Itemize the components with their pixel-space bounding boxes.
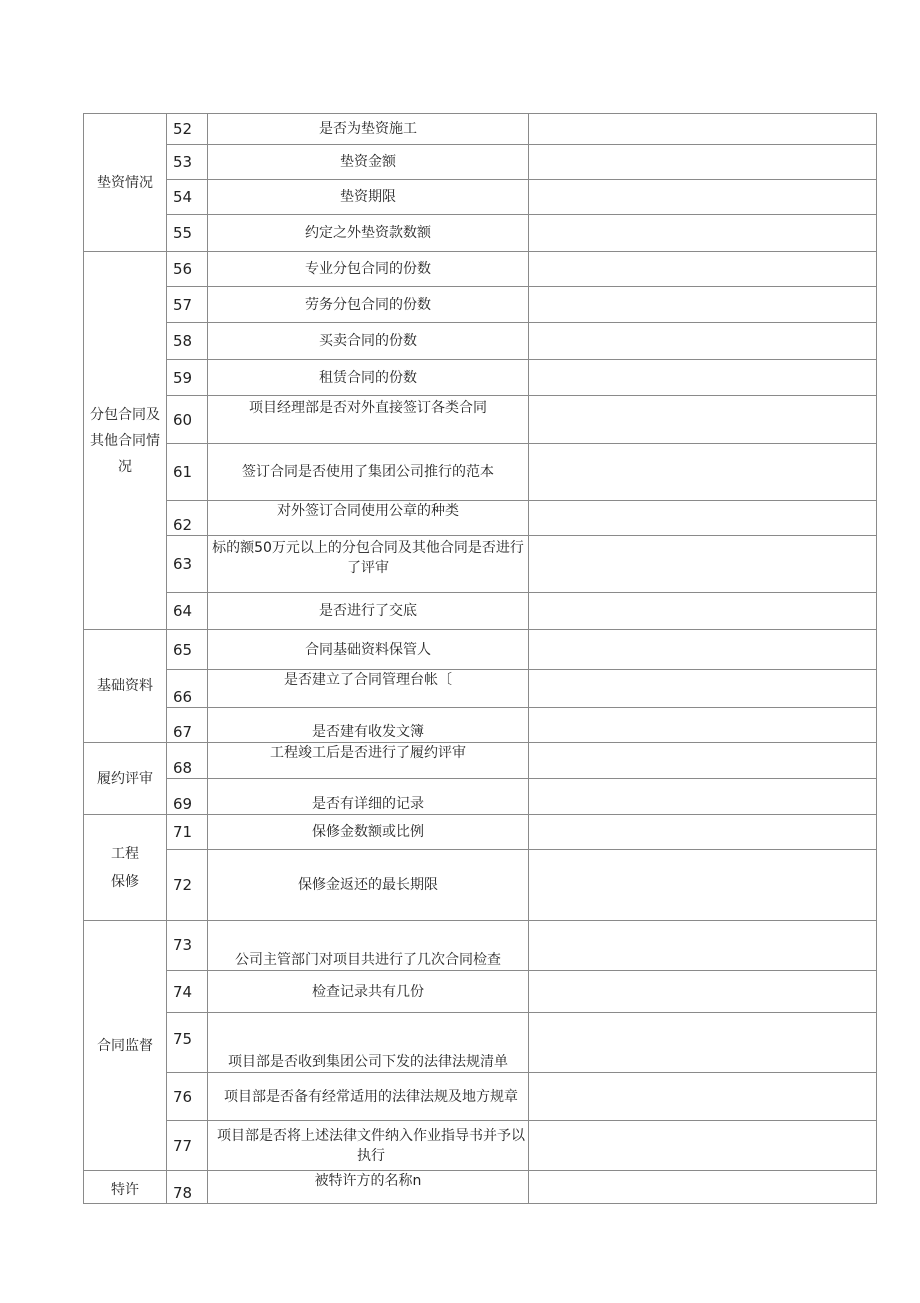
question-cell: 标的额50万元以上的分包合同及其他合同是否进行了评审 [208,536,529,593]
table-row [84,593,877,630]
table-row [84,1013,877,1073]
table-row [84,396,877,444]
category-cell: 分包合同及其他合同情况 [84,252,167,630]
question-cell: 买卖合同的份数 [208,323,529,360]
row-number: 72 [167,850,208,921]
table-row [84,536,877,593]
row-number: 66 [167,670,208,708]
table-row [84,921,877,971]
answer-cell[interactable] [529,779,877,815]
row-number: 68 [167,743,208,779]
row-number: 59 [167,360,208,396]
answer-cell[interactable] [529,971,877,1013]
question-cell: 合同基础资料保管人 [208,630,529,670]
row-number: 62 [167,501,208,536]
row-number: 67 [167,708,208,743]
table-row [84,1121,877,1171]
table-row [84,708,877,743]
table-row [84,180,877,215]
question-cell: 约定之外垫资款数额 [208,215,529,252]
row-number: 58 [167,323,208,360]
table-row [84,971,877,1013]
answer-cell[interactable] [529,1073,877,1121]
question-cell: 租赁合同的份数 [208,360,529,396]
row-number: 73 [167,921,208,971]
row-number: 52 [167,114,208,145]
table-row [84,215,877,252]
question-cell: 公司主管部门对项目共进行了几次合同检查 [208,921,529,971]
answer-cell[interactable] [529,360,877,396]
row-number: 63 [167,536,208,593]
table-row [84,444,877,501]
question-cell: 工程竣工后是否进行了履约评审 [208,743,529,779]
category-cell: 履约评审 [84,743,167,815]
category-cell [84,815,167,921]
answer-cell[interactable] [529,287,877,323]
row-number: 71 [167,815,208,850]
table-row [84,779,877,815]
row-number: 54 [167,180,208,215]
question-cell: 垫资期限 [208,180,529,215]
answer-cell[interactable] [529,444,877,501]
answer-cell[interactable] [529,743,877,779]
question-cell: 是否进行了交底 [208,593,529,630]
question-cell: 保修金数额或比例 [208,815,529,850]
answer-cell[interactable] [529,850,877,921]
question-cell: 对外签订合同使用公章的种类 [208,501,529,536]
answer-cell[interactable] [529,396,877,444]
table-row [84,501,877,536]
category-cell: 垫资情况 [84,114,167,252]
answer-cell[interactable] [529,215,877,252]
row-number: 76 [167,1073,208,1121]
question-cell: 专业分包合同的份数 [208,252,529,287]
row-number: 53 [167,145,208,180]
answer-cell[interactable] [529,114,877,145]
table-row [84,114,877,145]
question-cell: 劳务分包合同的份数 [208,287,529,323]
row-number: 78 [167,1171,208,1204]
row-number: 69 [167,779,208,815]
answer-cell[interactable] [529,1013,877,1073]
table-row [84,630,877,670]
question-cell: 检查记录共有几份 [208,971,529,1013]
answer-cell[interactable] [529,145,877,180]
row-number: 64 [167,593,208,630]
row-number: 77 [167,1121,208,1171]
table-row [84,743,877,779]
row-number: 55 [167,215,208,252]
category-cell: 合同监督 [84,921,167,1171]
answer-cell[interactable] [529,708,877,743]
table-row [84,670,877,708]
table-row [84,252,877,287]
answer-cell[interactable] [529,1171,877,1204]
answer-cell[interactable] [529,323,877,360]
category-label: 工程保修 [111,845,139,890]
contract-checklist-table [83,113,877,1204]
answer-cell[interactable] [529,921,877,971]
question-cell: 被特许方的名称n [208,1171,529,1204]
answer-cell[interactable] [529,630,877,670]
question-cell: 是否建有收发文簿 [208,708,529,743]
answer-cell[interactable] [529,252,877,287]
row-number: 65 [167,630,208,670]
table-row [84,1171,877,1204]
row-number: 60 [167,396,208,444]
table-row [84,145,877,180]
question-cell: 是否有详细的记录 [208,779,529,815]
category-cell: 基础资料 [84,630,167,743]
row-number: 57 [167,287,208,323]
table-row [84,1073,877,1121]
row-number: 75 [167,1013,208,1073]
row-number: 56 [167,252,208,287]
row-number: 74 [167,971,208,1013]
question-cell: 项目部是否备有经常适用的法律法规及地方规章 [208,1073,529,1121]
table-row [84,815,877,850]
question-cell: 是否建立了合同管理台帐〔 [208,670,529,708]
question-cell: 垫资金额 [208,145,529,180]
answer-cell[interactable] [529,670,877,708]
table-row [84,287,877,323]
answer-cell[interactable] [529,180,877,215]
table-row [84,360,877,396]
answer-cell[interactable] [529,536,877,593]
answer-cell[interactable] [529,815,877,850]
question-cell: 项目经理部是否对外直接签订各类合同 [208,396,529,444]
table-row [84,850,877,921]
answer-cell[interactable] [529,1121,877,1171]
category-cell: 特许 [84,1171,167,1204]
answer-cell[interactable] [529,593,877,630]
question-cell: 是否为垫资施工 [208,114,529,145]
row-number: 61 [167,444,208,501]
question-cell: 项目部是否收到集团公司下发的法律法规清单 [208,1013,529,1073]
question-cell: 保修金返还的最长期限 [208,850,529,921]
question-cell: 签订合同是否使用了集团公司推行的范本 [208,444,529,501]
answer-cell[interactable] [529,501,877,536]
question-cell: 项目部是否将上述法律文件纳入作业指导书并予以执行 [208,1121,529,1171]
table-row [84,323,877,360]
